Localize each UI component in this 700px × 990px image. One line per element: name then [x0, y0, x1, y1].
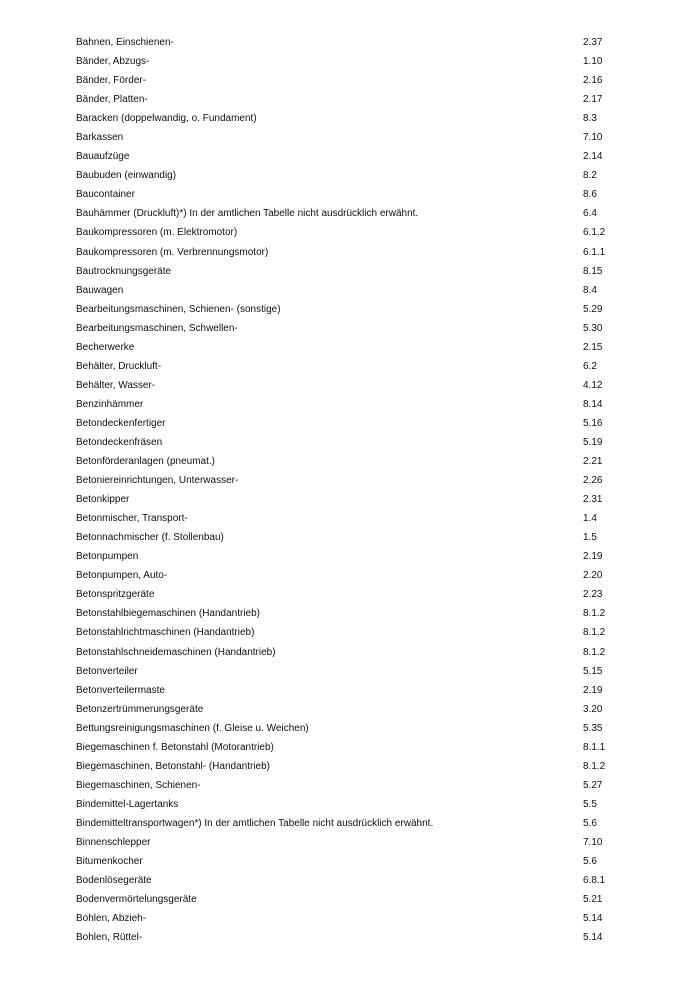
index-term: Bauhämmer (Druckluft)*) In der amtlichen Tabelle nicht ausdrücklich erwähnt. [76, 208, 419, 220]
index-reference-number: 8.1.2 [583, 608, 606, 620]
index-reference-number: 2.37 [583, 37, 603, 48]
index-entry [76, 223, 636, 242]
index-reference-number: 8.1.2 [583, 627, 606, 639]
index-entry [76, 700, 636, 719]
index-entry [76, 109, 636, 128]
index-term: Bahnen, Einschienen- [76, 37, 174, 48]
index-reference-number: 5.14 [583, 913, 603, 925]
index-term: Betonnachmischer (f. Stollenbau) [76, 532, 224, 544]
index-term: Betonpumpen, Auto- [76, 570, 168, 582]
index-entry [76, 490, 636, 509]
index-entry [76, 338, 636, 357]
index-entry [76, 681, 636, 700]
index-term: Biegemaschinen f. Betonstahl (Motorantrieb) [76, 741, 274, 753]
index-reference-number: 1.4 [583, 513, 597, 525]
index-entry [76, 852, 636, 871]
index-term: Bitumenkocher [76, 856, 143, 868]
index-entry [76, 90, 636, 109]
index-term: Bänder, Abzugs- [76, 56, 150, 68]
index-term: Barkassen [76, 132, 124, 144]
index-entry [76, 262, 636, 281]
index-entry [76, 928, 636, 947]
index-reference-number: 2.14 [583, 151, 603, 163]
index-entry [76, 604, 636, 623]
index-entry [76, 395, 636, 414]
index-reference-number: 2.20 [583, 570, 603, 582]
index-entry [76, 319, 636, 338]
index-reference-number: 5.27 [583, 779, 603, 791]
index-entry [76, 414, 636, 433]
index-entry [76, 281, 636, 300]
index-term: Bodenvermörtelungsgeräte [76, 894, 197, 906]
index-list [76, 33, 636, 947]
index-entry [76, 33, 636, 52]
index-term: Behälter, Wasser- [76, 379, 156, 391]
index-reference-number: 1.5 [583, 532, 597, 544]
index-entry [76, 128, 636, 147]
index-entry [76, 452, 636, 471]
index-term: Bettungsreinigungsmaschinen (f. Gleise u. Weichen) [76, 722, 309, 734]
index-term: Baubuden (einwandig) [76, 170, 177, 182]
index-term: Betonkipper [76, 494, 130, 506]
index-entry [76, 547, 636, 566]
index-reference-number: 4.12 [583, 379, 603, 391]
index-entry [76, 833, 636, 852]
index-entry [76, 890, 636, 909]
index-term: Bauwagen [76, 284, 124, 296]
index-entry [76, 719, 636, 738]
index-term: Bearbeitungsmaschinen, Schwellen- [76, 322, 238, 334]
index-reference-number: 8.1.2 [583, 760, 606, 772]
index-entry [76, 795, 636, 814]
index-entry [76, 71, 636, 90]
index-reference-number: 5.19 [583, 436, 603, 448]
index-reference-number: 8.15 [583, 265, 603, 277]
index-reference-number: 5.14 [583, 932, 603, 944]
index-reference-number: 2.19 [583, 551, 603, 563]
index-reference-number: 2.23 [583, 589, 603, 601]
index-entry [76, 376, 636, 395]
index-reference-number: 7.10 [583, 132, 603, 144]
index-reference-number: 8.1.1 [583, 741, 606, 753]
index-entry [76, 204, 636, 223]
index-term: Bautrocknungsgeräte [76, 265, 172, 277]
index-reference-number: 6.1.1 [583, 246, 606, 258]
index-entry [76, 433, 636, 452]
index-reference-number: 2.21 [583, 456, 603, 468]
index-term: Betonstahlbiegemaschinen (Handantrieb) [76, 608, 261, 620]
index-entry [76, 643, 636, 662]
index-entry [76, 300, 636, 319]
index-entry [76, 566, 636, 585]
index-reference-number: 5.6 [583, 856, 597, 868]
index-term: Binnenschlepper [76, 836, 151, 848]
index-term: Bauaufzüge [76, 151, 130, 163]
index-entry [76, 357, 636, 376]
index-term: Bohlen, Rüttel- [76, 932, 143, 944]
index-entry [76, 509, 636, 528]
index-reference-number: 5.15 [583, 665, 603, 677]
index-entry [76, 662, 636, 681]
index-term: Baracken (doppelwandig, o. Fundament) [76, 113, 257, 125]
index-reference-number: 6.2 [583, 360, 597, 372]
index-reference-number: 8.1.2 [583, 646, 606, 658]
index-term: Benzinhämmer [76, 398, 144, 410]
index-reference-number: 3.20 [583, 703, 603, 715]
index-term: Betonzertrümmerungsgeräte [76, 703, 204, 715]
index-reference-number: 5.6 [583, 817, 597, 829]
index-entry [76, 528, 636, 547]
index-reference-number: 8.14 [583, 398, 603, 410]
index-entry [76, 147, 636, 166]
index-reference-number: 8.4 [583, 284, 597, 296]
index-term: Bearbeitungsmaschinen, Schienen- (sonstige) [76, 303, 281, 315]
index-term: Becherwerke [76, 341, 135, 353]
index-reference-number: 2.16 [583, 75, 603, 87]
index-term: Betonstahlrichtmaschinen (Handantrieb) [76, 627, 255, 639]
index-reference-number: 2.26 [583, 475, 603, 487]
index-term: Bindemittel-Lagertanks [76, 798, 179, 810]
index-term: Betonspritzgeräte [76, 589, 155, 601]
index-entry [76, 814, 636, 833]
index-term: Betonverteiler [76, 665, 138, 677]
index-entry [76, 166, 636, 185]
index-reference-number: 6.4 [583, 208, 597, 220]
index-reference-number: 5.5 [583, 798, 597, 810]
index-term: Bänder, Förder- [76, 75, 147, 87]
index-term: Betonverteilermaste [76, 684, 165, 696]
index-reference-number: 8.6 [583, 189, 597, 201]
index-reference-number: 6.1.2 [583, 227, 606, 239]
index-term: Betonstahlschneidemaschinen (Handantrieb) [76, 646, 276, 658]
index-entry [76, 757, 636, 776]
index-term: Betoniereinrichtungen, Unterwasser- [76, 475, 239, 487]
index-entry [76, 52, 636, 71]
index-term: Betondeckenfräsen [76, 436, 163, 448]
index-reference-number: 5.29 [583, 303, 603, 315]
index-entry [76, 471, 636, 490]
index-entry [76, 909, 636, 928]
index-entry [76, 585, 636, 604]
index-term: Betonmischer, Transport- [76, 513, 188, 525]
index-term: Baukompressoren (m. Verbrennungsmotor) [76, 246, 269, 258]
index-entry [76, 243, 636, 262]
index-reference-number: 2.15 [583, 341, 603, 353]
index-term: Biegemaschinen, Betonstahl- (Handantrieb) [76, 760, 270, 772]
index-term: Baukompressoren (m. Elektromotor) [76, 227, 238, 239]
index-reference-number: 5.30 [583, 322, 603, 334]
index-term: Bodenlösegeräte [76, 875, 152, 887]
index-reference-number: 2.17 [583, 94, 603, 106]
index-reference-number: 8.3 [583, 113, 597, 125]
index-entry [76, 776, 636, 795]
index-term: Bänder, Platten- [76, 94, 148, 106]
index-reference-number: 1.10 [583, 56, 603, 68]
index-term: Betonförderanlagen (pneumat.) [76, 456, 215, 468]
index-term: Bohlen, Abzieh- [76, 913, 147, 925]
index-reference-number: 7.10 [583, 836, 603, 848]
index-reference-number: 6.8.1 [583, 875, 606, 887]
index-entry [76, 738, 636, 757]
index-entry [76, 871, 636, 890]
index-reference-number: 2.19 [583, 684, 603, 696]
index-term: Betondeckenfertiger [76, 417, 166, 429]
index-term: Biegemaschinen, Schienen- [76, 779, 201, 791]
index-reference-number: 2.31 [583, 494, 603, 506]
index-entry [76, 185, 636, 204]
index-term: Betonpumpen [76, 551, 139, 563]
index-term: Behälter, Druckluft- [76, 360, 162, 372]
index-reference-number: 8.2 [583, 170, 597, 182]
index-term: Baucontainer [76, 189, 135, 201]
index-reference-number: 5.35 [583, 722, 603, 734]
index-reference-number: 5.16 [583, 417, 603, 429]
index-term: Bindemitteltransportwagen*) In der amtlichen Tabelle nicht ausdrücklich erwähnt. [76, 817, 434, 829]
index-entry [76, 623, 636, 642]
index-reference-number: 5.21 [583, 894, 603, 906]
